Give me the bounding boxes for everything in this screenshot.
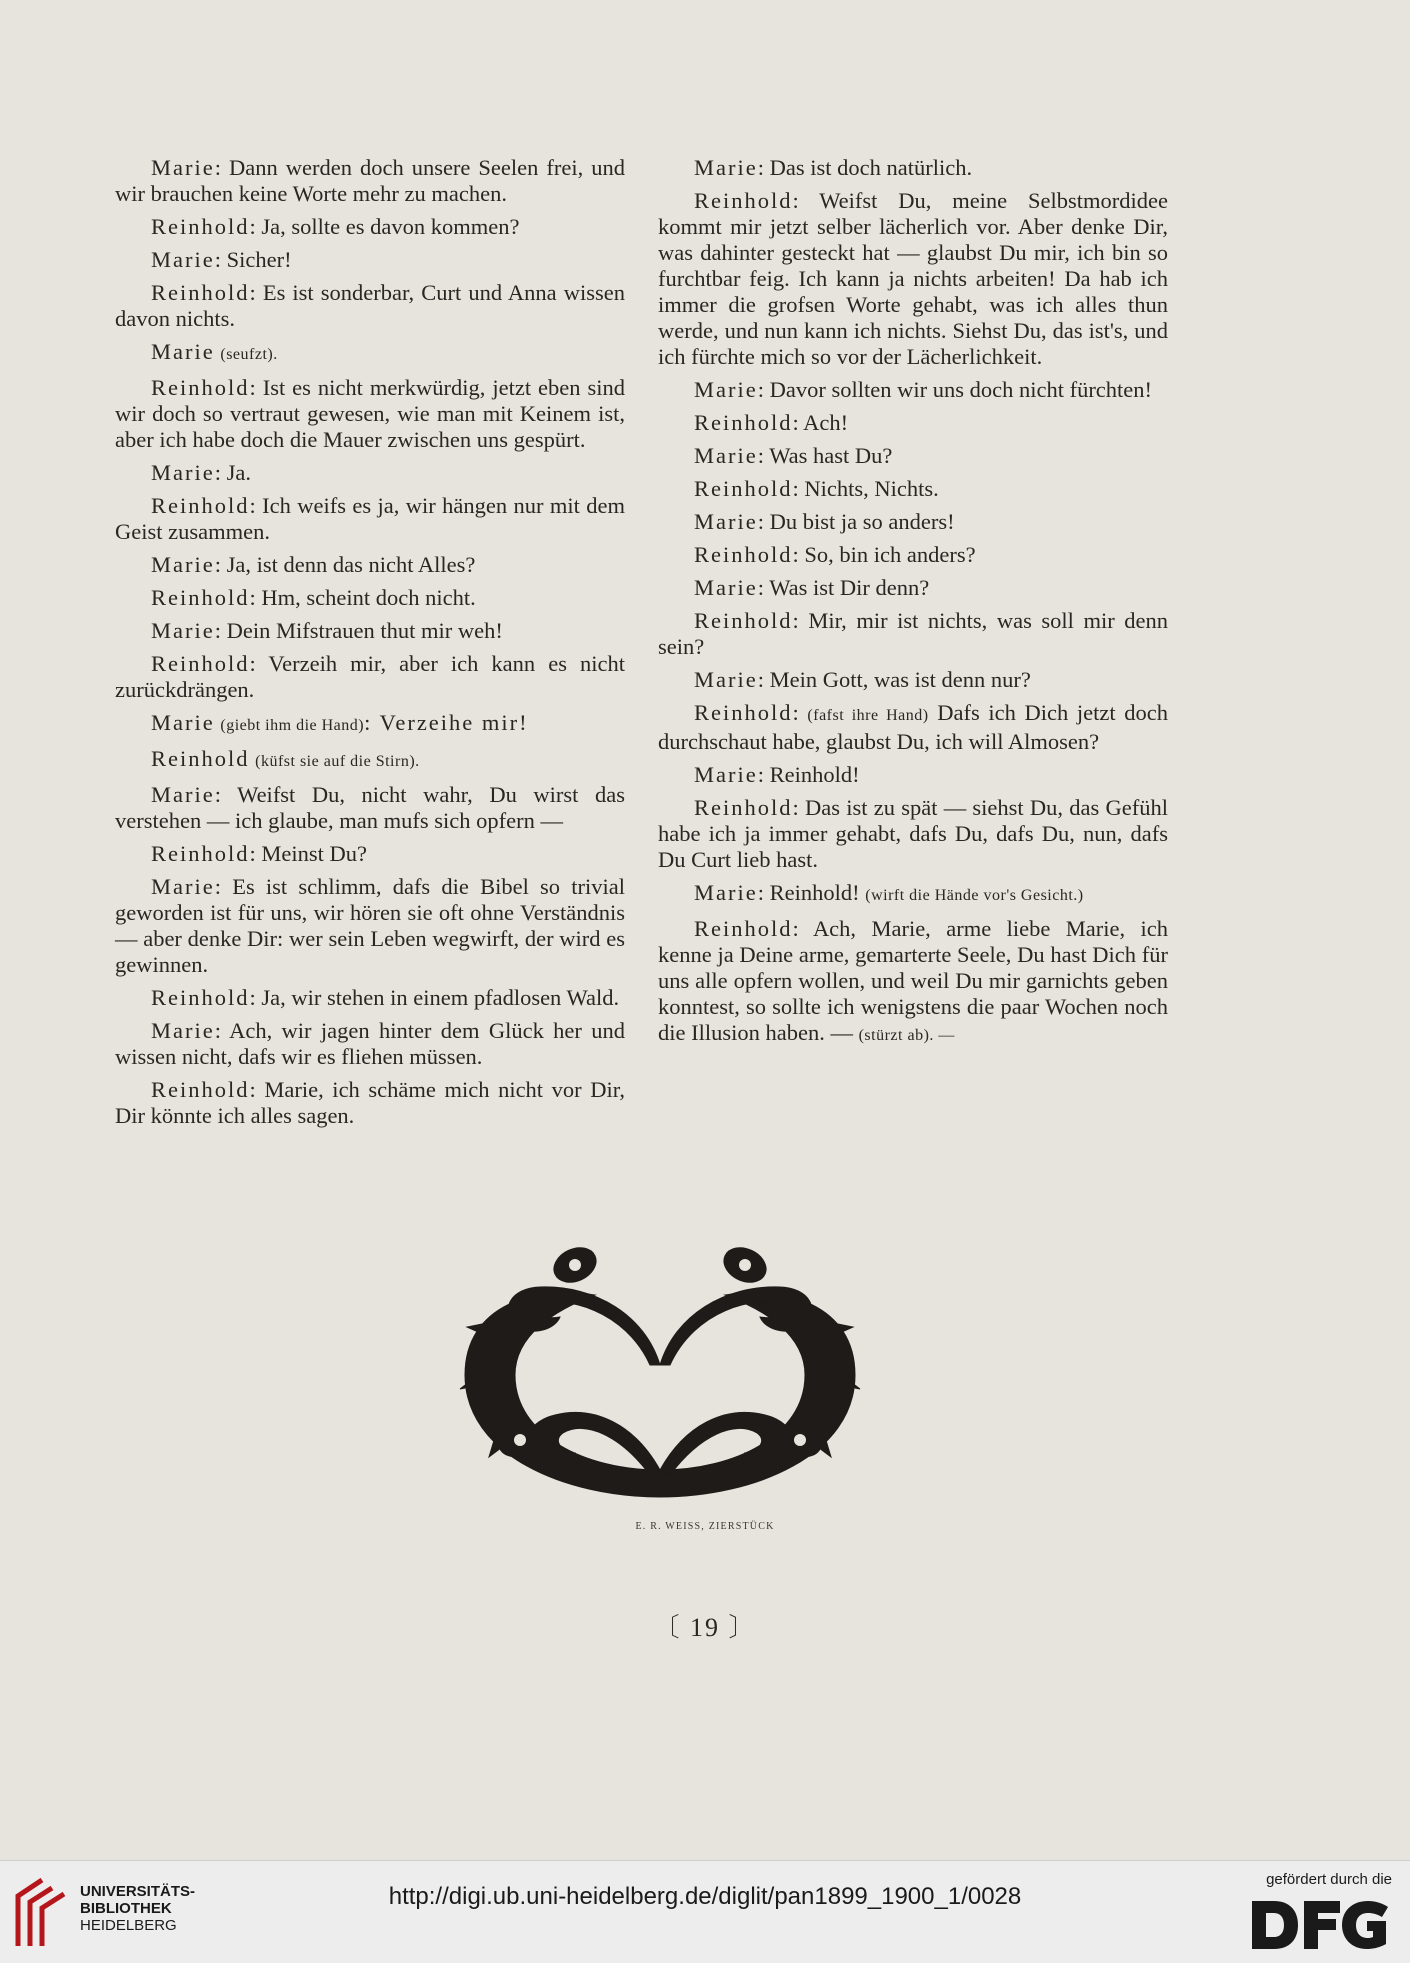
speaker-name: Reinhold (151, 1077, 250, 1102)
dialogue-paragraph (658, 443, 1168, 469)
speaker-name: Marie (694, 155, 758, 180)
dialogue-text: Es ist sonderbar, Curt und Anna wissen davon nichts. (115, 280, 625, 331)
dialogue-text: Dann werden doch unsere Seelen frei, und wir brauchen keine Worte mehr zu machen. (115, 155, 625, 206)
document-url-link[interactable]: http://digi.ub.uni-heidelberg.de/diglit/pan1899_1900_1/0028 (388, 1883, 1022, 1910)
speaker-separator: : (792, 188, 820, 213)
speaker-name: Reinhold (151, 214, 250, 239)
dialogue-paragraph (658, 916, 1168, 1049)
speaker-name: Reinhold (694, 410, 793, 435)
dialogue-paragraph (115, 841, 625, 867)
speaker-separator: : (757, 880, 770, 905)
dialogue-text: Ach, wir jagen hinter dem Glück her und wissen nicht, dafs wir es fliehen müssen. (115, 1018, 625, 1069)
dialogue-paragraph (658, 542, 1168, 568)
speaker-separator: : (214, 782, 238, 807)
speaker-name: Reinhold (694, 188, 793, 213)
dialogue-paragraph (658, 575, 1168, 601)
speaker-name: Reinhold (694, 700, 793, 725)
dialogue-text: Sicher! (226, 247, 292, 272)
speaker-name: Marie (151, 460, 215, 485)
dialogue-paragraph (115, 782, 625, 834)
dialogue-text: Das ist doch natürlich. (769, 155, 973, 180)
dialogue-text: So, bin ich anders? (804, 542, 976, 567)
dialogue-paragraph (115, 710, 625, 739)
speaker-separator: : (214, 155, 229, 180)
dialogue-paragraph (658, 377, 1168, 403)
speaker-name: Reinhold (694, 916, 793, 941)
dialogue-paragraph (115, 280, 625, 332)
dialogue-text: Dafs ich Dich jetzt doch durchschaut habe, glaubst Du, ich will Almosen? (658, 700, 1168, 754)
dialogue-text: Ist es nicht merkwürdig, jetzt eben sind wir doch so vertraut gewesen, wie man mit Keinem ist, aber ich habe doch die Mauer zwischen uns gespürt. (115, 375, 625, 452)
speaker-separator: : (214, 552, 227, 577)
speaker-name: Marie (151, 339, 215, 364)
speaker-name: Reinhold (694, 608, 793, 633)
dialogue-text: Reinhold! (769, 762, 860, 787)
speaker-separator: : (757, 377, 770, 402)
speaker-separator: : (249, 651, 269, 676)
speaker-separator: : (249, 585, 262, 610)
dialogue-paragraph (115, 493, 625, 545)
dialogue-paragraph (658, 155, 1168, 181)
page-number: 〔 19 〕 (653, 1613, 757, 1642)
speaker-separator: : (249, 841, 262, 866)
dialogue-paragraph (658, 880, 1168, 909)
dialogue-paragraph (115, 155, 625, 207)
dialogue-text: Meinst Du? (261, 841, 368, 866)
stage-direction: (giebt ihm die Hand) (220, 717, 365, 734)
dialogue-text: Was ist Dir denn? (769, 575, 930, 600)
speaker-separator: : (214, 247, 227, 272)
speaker-name: Marie (694, 880, 758, 905)
speaker-separator: : (214, 1018, 230, 1043)
dialogue-text: Verzeih mir, aber ich kann es nicht zurückdrängen. (115, 651, 625, 702)
speaker-name: Marie (151, 618, 215, 643)
library-name-line2: BIBLIOTHEK (80, 1900, 172, 1917)
speaker-name: Reinhold (151, 280, 250, 305)
dialogue-paragraph (115, 746, 625, 775)
speaker-separator: : (249, 280, 263, 305)
speaker-separator: : (792, 608, 809, 633)
dialogue-paragraph (115, 375, 625, 453)
dialogue-text: Ich weifs es ja, wir hängen nur mit dem Geist zusammen. (115, 493, 625, 544)
speaker-name: Marie (151, 247, 215, 272)
speaker-separator: : (249, 214, 262, 239)
stage-direction: (küfst sie auf die Stirn). (255, 753, 420, 770)
dialogue-text: Weifst Du, nicht wahr, Du wirst das verstehen — ich glaube, man mufs sich opfern — (115, 782, 625, 833)
dialogue-text: Dein Mifstrauen thut mir weh! (226, 618, 503, 643)
speaker-separator: : (249, 493, 263, 518)
speaker-separator: : (792, 700, 808, 725)
dialogue-paragraph (115, 1018, 625, 1070)
speaker-name: Marie (151, 874, 215, 899)
dialogue-text: Ja, wir stehen in einem pfadlosen Wald. (261, 985, 620, 1010)
dialogue-paragraph (115, 552, 625, 578)
dialogue-paragraph (658, 667, 1168, 693)
speaker-name: Marie (694, 509, 758, 534)
speaker-name: Marie (151, 1018, 215, 1043)
speaker-name: Reinhold (694, 476, 793, 501)
speaker-separator: : (757, 443, 770, 468)
dialogue-paragraph (658, 762, 1168, 788)
speaker-name: Reinhold (151, 493, 250, 518)
speaker-separator: : (214, 874, 233, 899)
footer-bar (0, 1860, 1410, 1963)
stage-direction: (fafst ihre Hand) (807, 707, 929, 724)
speaker-separator: : (792, 795, 805, 820)
speaker-name: Marie (694, 762, 758, 787)
speaker-name: Marie (694, 667, 758, 692)
speaker-name: Reinhold (694, 795, 793, 820)
dialogue-text: Marie, ich schäme mich nicht vor Dir, Dir könnte ich alles sagen. (115, 1077, 625, 1128)
dialogue-text: Ach, Marie, arme liebe Marie, ich kenne ja Deine arme, gemarterte Seele, Du hast Dich für uns alle opfern wollen, und weil Du mir garnichts geben konntest, so sollte ich wenigstens die paar Wochen noch die Illusion haben. — (658, 916, 1168, 1045)
dialogue-paragraph (658, 476, 1168, 502)
left-text-column (115, 155, 625, 1136)
stage-direction: (seufzt). (220, 346, 278, 363)
dialogue-paragraph (658, 700, 1168, 755)
dialogue-paragraph (115, 618, 625, 644)
speaker-name: Reinhold (151, 585, 250, 610)
dialogue-text: Hm, scheint doch nicht. (261, 585, 476, 610)
speaker-name: Reinhold (151, 651, 250, 676)
speaker-name: Marie (151, 710, 215, 735)
dialogue-text: Reinhold! (769, 880, 860, 905)
right-text-column (658, 155, 1168, 1056)
speaker-separator: : (792, 916, 813, 941)
decorative-ornament-image (445, 1225, 875, 1510)
library-name-line1: UNIVERSITÄTS- (80, 1883, 196, 1900)
speaker-separator: : (757, 155, 770, 180)
speaker-name: Reinhold (694, 542, 793, 567)
dialogue-text: Mir, mir ist nichts, was soll mir denn sein? (658, 608, 1168, 659)
dialogue-paragraph (658, 608, 1168, 660)
speaker-name: Marie (151, 782, 215, 807)
speaker-name: Marie (694, 575, 758, 600)
dialogue-text: Es ist schlimm, dafs die Bibel so trivial geworden ist für uns, wir hören sie oft ohne Verständnis — aber denke Dir: wer sein Leben wegwirft, der wird es gewinnen. (115, 874, 625, 977)
dialogue-text: Das ist zu spät — siehst Du, das Gefühl habe ich ja immer gehabt, dafs Du, dafs Du, nun, dafs Du Curt lieb hast. (658, 795, 1168, 872)
speaker-separator: : (249, 985, 262, 1010)
dialogue-paragraph (115, 585, 625, 611)
speaker-separator: : (249, 375, 263, 400)
dfg-logo-icon[interactable] (1250, 1897, 1390, 1953)
speaker-name: Marie (694, 377, 758, 402)
speaker-separator: : (757, 667, 770, 692)
dialogue-text: Ja, sollte es davon kommen? (261, 214, 520, 239)
dialogue-paragraph (115, 247, 625, 273)
speaker-name: Marie (151, 552, 215, 577)
dialogue-paragraph (115, 1077, 625, 1129)
dialogue-paragraph (115, 460, 625, 486)
speaker-separator: : (757, 762, 770, 787)
speaker-separator: : (214, 460, 227, 485)
speaker-separator: : (249, 1077, 265, 1102)
dialogue-text: Du bist ja so anders! (769, 509, 955, 534)
dialogue-paragraph (115, 985, 625, 1011)
dialogue-text: Nichts, Nichts. (804, 476, 939, 501)
dialogue-text: Was hast Du? (769, 443, 893, 468)
funding-label: gefördert durch die (1266, 1871, 1392, 1888)
speaker-name: Reinhold (151, 746, 250, 771)
dialogue-paragraph (658, 795, 1168, 873)
speaker-name: Reinhold (151, 841, 250, 866)
dialogue-paragraph (115, 339, 625, 368)
dialogue-text: Davor sollten wir uns doch nicht fürchten! (769, 377, 1153, 402)
dialogue-text: Weifst Du, meine Selbstmordidee kommt mir jetzt selber lächerlich vor. Aber denke Dir, was dahinter gesteckt hat — glaubst Du mir, ich bin so furchtbar feig. Ich kann ja nichts arbeiten! Da hab ich immer die grofsen Worte gehabt, was ich alles thun werde, und nun kann ich nichts. Siehst Du, das ist's, und ich fürchte mich so vor der Lächerlichkeit. (658, 188, 1168, 369)
library-name-line3: HEIDELBERG (80, 1917, 177, 1934)
speaker-separator: : (757, 509, 770, 534)
speaker-separator: : (792, 476, 805, 501)
dialogue-text: Ach! (803, 410, 849, 435)
speaker-name: Reinhold (151, 375, 250, 400)
dialogue-paragraph (658, 509, 1168, 535)
stage-direction: (stürzt ab). — (858, 1027, 955, 1044)
dialogue-paragraph (115, 651, 625, 703)
dialogue-text: Ja. (226, 460, 251, 485)
speaker-separator: : (792, 542, 805, 567)
speaker-separator: : (214, 618, 227, 643)
ornament-caption: E. R. WEISS, ZIERSTÜCK (635, 1521, 775, 1532)
dialogue-text: Ja, ist denn das nicht Alles? (226, 552, 476, 577)
speaker-name: Marie (694, 443, 758, 468)
speaker-separator: : (757, 575, 770, 600)
dialogue-paragraph (658, 410, 1168, 436)
stage-direction: (wirft die Hände vor's Gesicht.) (865, 887, 1084, 904)
speaker-name: Reinhold (151, 985, 250, 1010)
dialogue-text: : Verzeihe mir! (364, 710, 529, 735)
dialogue-paragraph (115, 214, 625, 240)
speaker-separator: : (792, 410, 804, 435)
dialogue-text: Mein Gott, was ist denn nur? (769, 667, 1031, 692)
speaker-name: Marie (151, 155, 215, 180)
dialogue-paragraph (115, 874, 625, 978)
dialogue-paragraph (658, 188, 1168, 370)
